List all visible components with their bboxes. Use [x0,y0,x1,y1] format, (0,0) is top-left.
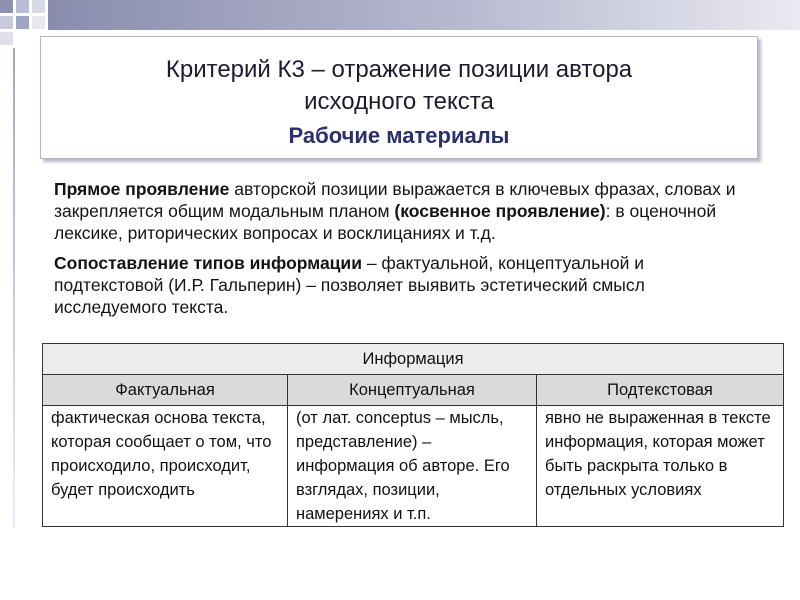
cell-subtext: явно не выраженная в тексте информация, которая может быть раскрыта только в отдельных условиях [537,406,784,527]
title-box [40,36,758,159]
paragraph-direct-manifestation [54,178,754,244]
paragraph-text: : в оценочной лексике, риторических вопросах и восклицаниях и т.д. [54,201,717,243]
bold-term: (косвенное проявление) [394,201,606,221]
bold-term: Сопоставление типов информации [54,253,362,273]
table-header: Информация [43,344,784,375]
decor-square [0,0,13,13]
slide-subtitle: Рабочие материалы [288,123,510,148]
bold-term: Прямое проявление [54,179,230,199]
paragraph-information-types [54,252,754,318]
decor-square [32,16,45,29]
slide-title [41,54,757,118]
decor-square [0,16,13,29]
cell-conceptual: (от лат. conceptus – мысль, представление) – информация об авторе. Его взглядах, позиции, намерениях и т.п. [288,406,537,527]
body-text [54,178,754,326]
information-table [42,343,784,527]
decor-square [16,16,29,29]
title-line-1: Критерий К3 – отражение позиции автора [165,56,633,83]
table-row [43,406,784,527]
column-header-factual: Фактуальная [43,375,288,406]
decor-square [0,32,13,45]
decor-square [32,0,45,13]
decor-square [16,0,29,13]
column-header-conceptual: Концептуальная [288,375,537,406]
table-header-row [43,344,784,375]
paragraph-text: – фактуальной, концептуальной и подтекстовой (И.Р. Гальперин) – позволяет выявить эстетический смысл исследуемого текста. [54,253,645,317]
table-column-headers [43,375,784,406]
cell-factual: фактическая основа текста, которая сообщает о том, что происходило, происходит, будет происходить [43,406,288,527]
title-line-2: исходного текста [304,88,494,115]
paragraph-text: авторской позиции выражается в ключевых фразах, словах и закрепляется общим модальным планом [54,179,736,221]
left-gradient-line [13,48,15,528]
column-header-subtext: Подтекстовая [537,375,784,406]
top-gradient-bar [48,0,800,30]
